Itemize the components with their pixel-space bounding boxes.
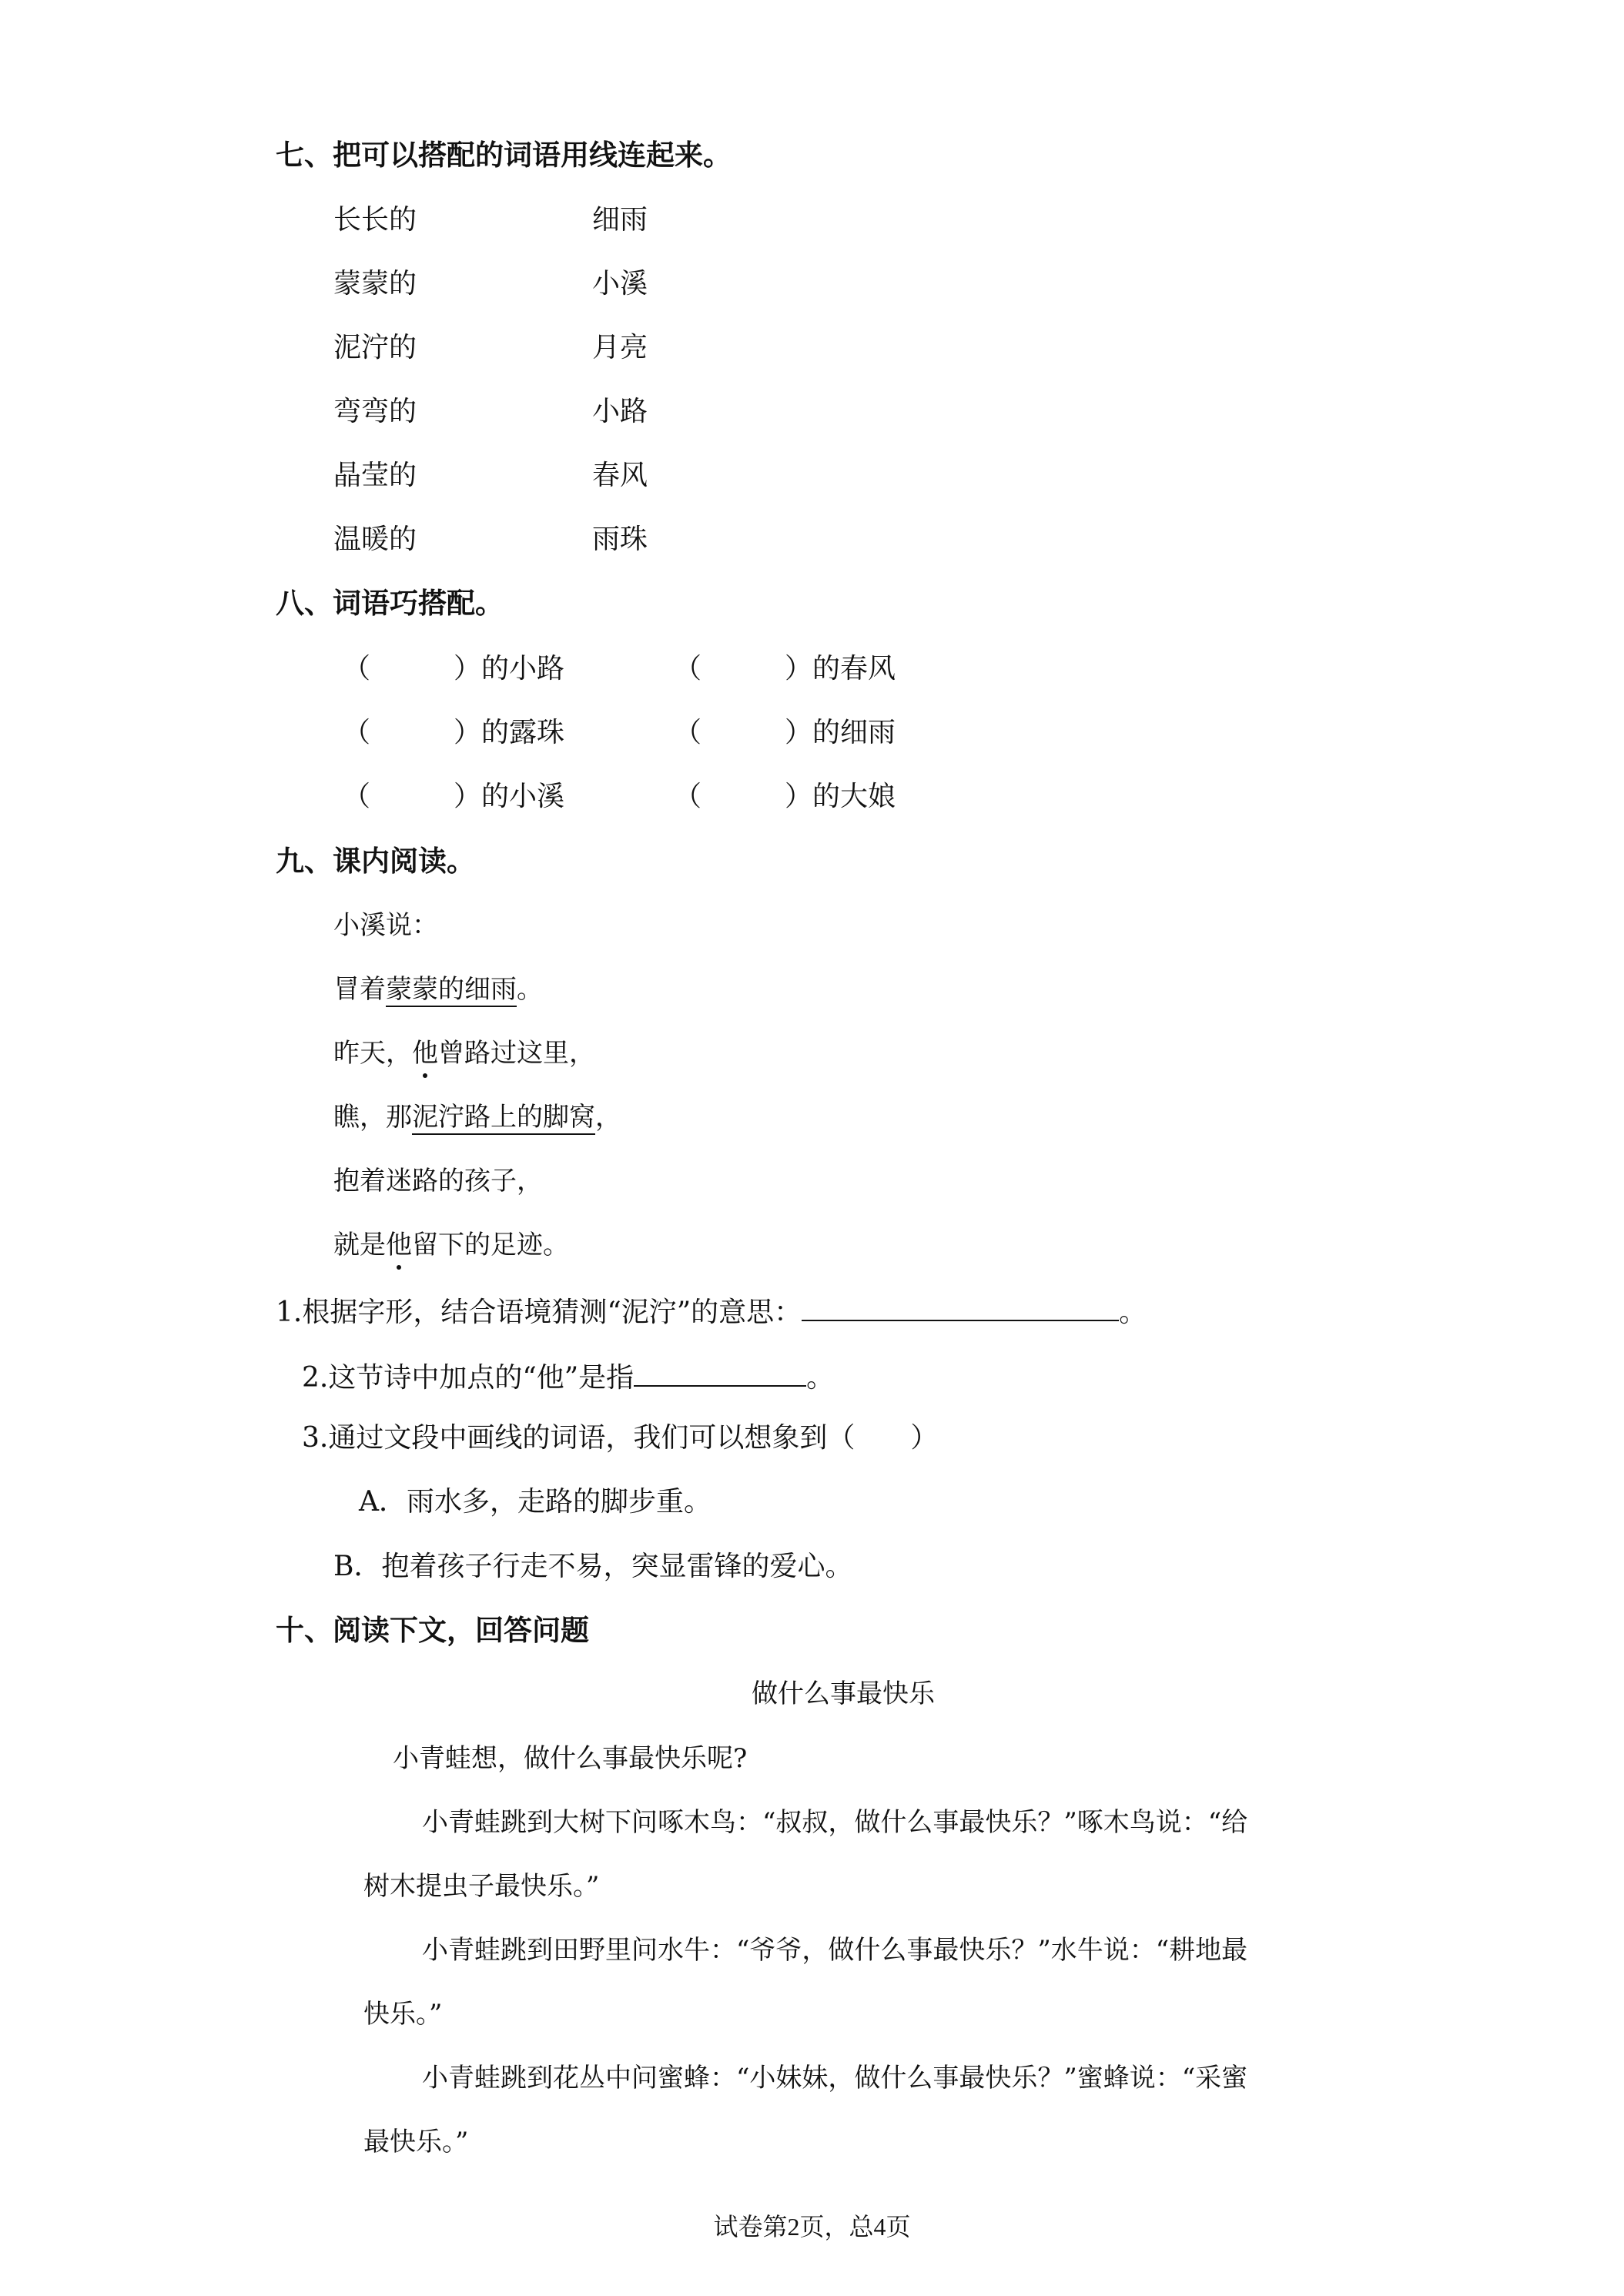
poem-line-4-start: 瞧，那 (333, 1102, 412, 1133)
poem-line-6 (333, 1228, 569, 1262)
poem-line-3-start: 昨天， (333, 1038, 412, 1069)
match-right-word-3: 月亮 (592, 332, 648, 363)
poem-line-3 (333, 1036, 595, 1070)
reading-title: 做什么事最快乐 (752, 1678, 935, 1709)
match-right-word-2: 小溪 (592, 268, 648, 300)
underlined-phrase-2: 泥泞路上的脚窝 (412, 1102, 595, 1135)
question-1-text: 1.根据字形，结合语境猜测“泥泞”的意思： (276, 1297, 802, 1328)
match-left-word-2: 蒙蒙的 (333, 268, 417, 300)
fill-phrase-5: （ ）的小溪 (343, 781, 565, 812)
answer-blank-2[interactable] (634, 1357, 806, 1387)
fill-phrase-6: （ ）的大娘 (674, 781, 896, 812)
poem-line-5: 抱着迷路的孩子， (333, 1166, 543, 1197)
match-right-word-6: 雨珠 (592, 524, 648, 555)
section-9-heading: 九、课内阅读。 (276, 845, 475, 878)
poem-line-2-start: 冒着 (333, 974, 386, 1005)
underlined-phrase-1: 蒙蒙的细雨 (386, 974, 517, 1007)
poem-line-4 (333, 1100, 621, 1134)
reading-paragraph-3-line-2: 快乐。” (363, 1999, 443, 2030)
poem-line-4-end: ， (595, 1102, 621, 1133)
fill-phrase-4: （ ）的细雨 (674, 717, 896, 748)
poem-line-2 (333, 972, 543, 1006)
answer-blank-1[interactable] (802, 1292, 1119, 1321)
dotted-ta-1: 他 (412, 1038, 438, 1069)
option-b[interactable]: B．抱着孩子行走不易，突显雷锋的爱心。 (333, 1551, 853, 1582)
reading-paragraph-2-line-2: 树木提虫子最快乐。” (363, 1871, 600, 1902)
poem-line-3-end: 曾路过这里， (438, 1038, 595, 1069)
reading-paragraph-4-line-2: 最快乐。” (363, 2127, 469, 2157)
fill-phrase-3: （ ）的露珠 (343, 717, 565, 748)
option-a[interactable]: A．雨水多，走路的脚步重。 (359, 1486, 712, 1518)
match-right-word-4: 小路 (592, 396, 648, 427)
match-left-word-5: 晶莹的 (333, 460, 417, 491)
question-1 (276, 1292, 1147, 1330)
reading-paragraph-4-line-1: 小青蛙跳到花丛中问蜜蜂：“小妹妹，做什么事最快乐？”蜜蜂说：“采蜜 (422, 2063, 1248, 2094)
dotted-ta-2: 他 (386, 1230, 412, 1260)
match-right-word-5: 春风 (592, 460, 648, 491)
question-2-text: 2.这节诗中加点的“他”是指 (302, 1362, 635, 1394)
match-left-word-4: 弯弯的 (333, 396, 417, 427)
match-left-word-3: 泥泞的 (333, 332, 417, 363)
reading-paragraph-3-line-1: 小青蛙跳到田野里问水牛：“爷爷，做什么事最快乐？”水牛说：“耕地最 (422, 1935, 1248, 1966)
reading-paragraph-2-line-1: 小青蛙跳到大树下问啄木鸟：“叔叔，做什么事最快乐？”啄木鸟说：“给 (422, 1807, 1248, 1838)
poem-line-2-end: 。 (517, 974, 543, 1005)
match-left-word-6: 温暖的 (333, 524, 417, 555)
question-1-end: 。 (1119, 1297, 1147, 1328)
page-footer: 试卷第2页，总4页 (713, 2213, 911, 2241)
section-7-heading: 七、把可以搭配的词语用线连起来。 (276, 139, 732, 172)
question-3: 3.通过文段中画线的词语，我们可以想象到（ ） (302, 1422, 939, 1454)
reading-paragraph-1: 小青蛙想，做什么事最快乐呢? (393, 1743, 748, 1774)
question-2-end: 。 (806, 1362, 835, 1394)
section-10-heading: 十、阅读下文，回答问题 (276, 1614, 589, 1647)
fill-phrase-2: （ ）的春风 (674, 653, 896, 684)
poem-line-1: 小溪说： (333, 910, 438, 941)
match-left-word-1: 长长的 (333, 204, 417, 236)
question-2 (302, 1357, 834, 1395)
match-right-word-1: 细雨 (592, 204, 648, 236)
poem-line-6-end: 留下的足迹。 (412, 1230, 569, 1260)
poem-line-6-start: 就是 (333, 1230, 386, 1260)
section-8-heading: 八、词语巧搭配。 (276, 587, 504, 620)
fill-phrase-1: （ ）的小路 (343, 653, 565, 684)
